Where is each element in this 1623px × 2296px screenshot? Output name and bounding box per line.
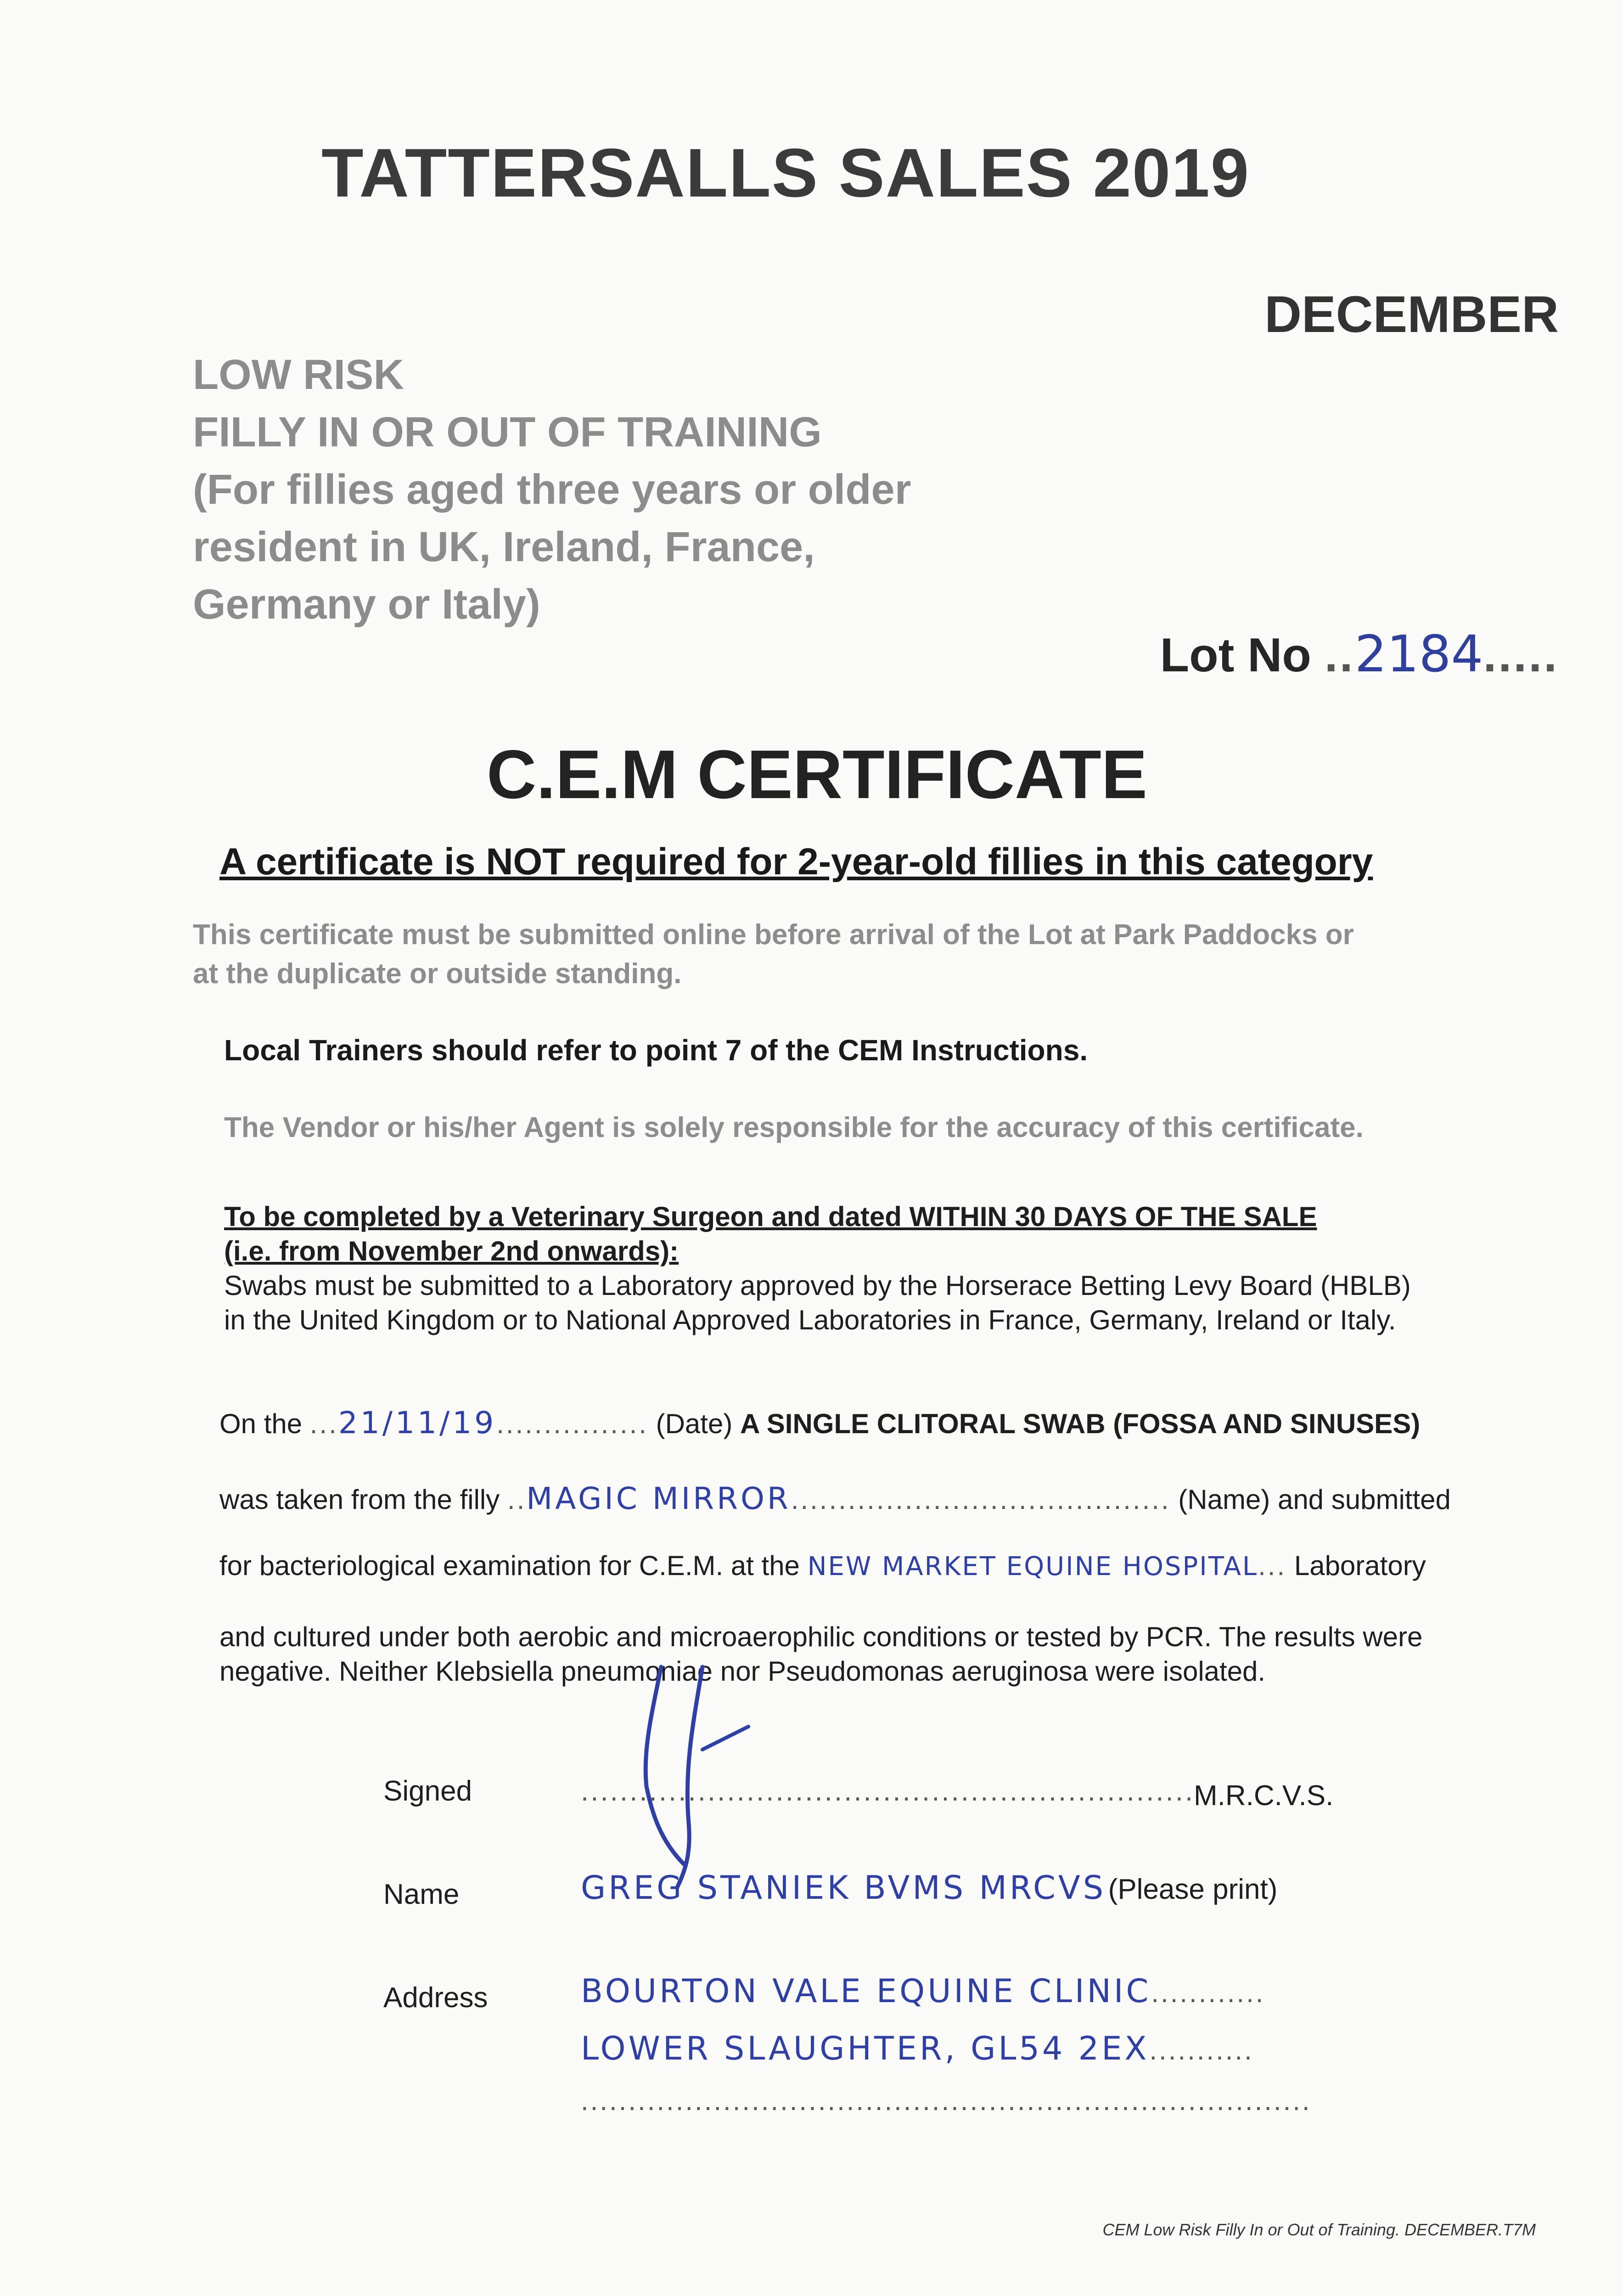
address-label: Address xyxy=(383,1982,488,2014)
date-line: On the ...21/11/19................ (Date) A SINGLE CLITORAL SWAB (FOSSA AND SINUSES) xyxy=(219,1405,1421,1441)
vet-heading-line-1: To be completed by a Veterinary Surgeon and dated WITHIN 30 DAYS OF THE SALE xyxy=(224,1201,1317,1232)
swabs-line-1: Swabs must be submitted to a Laboratory approved by the Horserace Betting Levy Board (HBLB) xyxy=(224,1270,1411,1301)
category-line-1: LOW RISK xyxy=(193,351,404,398)
sale-title: TATTERSALLS SALES 2019 xyxy=(321,134,1250,211)
name-line xyxy=(581,1869,1277,1907)
address-line-1: BOURTON VALE EQUINE CLINIC............ xyxy=(581,1972,1265,2010)
category-line-2: FILLY IN OR OUT OF TRAINING xyxy=(193,409,822,456)
category-line-3: (For fillies aged three years or older xyxy=(193,466,911,513)
filly-line: was taken from the filly ..MAGIC MIRROR........................................ (Name) and submitted xyxy=(219,1481,1451,1516)
lab-line: for bacteriological examination for C.E.M. at the NEW MARKET EQUINE HOSPITAL... Laboratory xyxy=(219,1550,1426,1581)
swabs-line-2: in the United Kingdom or to National Approved Laboratories in France, Germany, Ireland or Italy. xyxy=(224,1305,1396,1335)
submit-note-line-2: at the duplicate or outside standing. xyxy=(193,958,682,990)
lot-label: Lot No xyxy=(1160,629,1311,682)
vendor-note: The Vendor or his/her Agent is solely responsible for the accuracy of this certificate. xyxy=(224,1112,1364,1143)
cultured-line-2: negative. Neither Klebsiella pneumoniae nor Pseudomonas aeruginosa were isolated. xyxy=(219,1656,1266,1687)
signature-dots: ............................................................... xyxy=(581,1775,1195,1807)
address-line-3: ............................................................................. xyxy=(581,2085,1312,2116)
category-line-5: Germany or Italy) xyxy=(193,581,540,628)
mrcvs-label: M.R.C.V.S. xyxy=(1194,1780,1334,1812)
footer-reference: CEM Low Risk Filly In or Out of Training. DECEMBER.T7M xyxy=(1102,2220,1536,2239)
swab-type: A SINGLE CLITORAL SWAB (FOSSA AND SINUSES) xyxy=(740,1408,1421,1439)
certificate-title: C.E.M CERTIFICATE xyxy=(487,736,1147,813)
lot-number: Lot No ..2184..... xyxy=(1160,625,1559,683)
sale-month: DECEMBER xyxy=(1264,286,1559,343)
vet-heading-line-2: (i.e. from November 2nd onwards): xyxy=(224,1236,679,1266)
name-label: Name xyxy=(383,1879,460,1910)
local-trainers-note: Local Trainers should refer to point 7 of the CEM Instructions. xyxy=(224,1034,1088,1067)
category-line-4: resident in UK, Ireland, France, xyxy=(193,523,815,570)
lab-name: NEW MARKET EQUINE HOSPITAL xyxy=(807,1552,1258,1581)
submit-note-line-1: This certificate must be submitted online before arrival of the Lot at Park Paddocks or xyxy=(193,919,1354,951)
cultured-line-1: and cultured under both aerobic and microaerophilic conditions or tested by PCR. The results were xyxy=(219,1621,1423,1652)
vet-name: GREG STANIEK BVMS MRCVS xyxy=(581,1869,1106,1907)
filly-name: MAGIC MIRROR xyxy=(526,1481,791,1516)
date-value: 21/11/19 xyxy=(338,1405,497,1441)
address-line-2: LOWER SLAUGHTER, GL54 2EX........... xyxy=(581,2030,1254,2067)
lot-value: 2184 xyxy=(1354,625,1483,683)
not-required-notice: A certificate is NOT required for 2-year-old fillies in this category xyxy=(219,841,1373,883)
please-print: (Please print) xyxy=(1108,1874,1278,1905)
signature-scribble xyxy=(634,1649,781,1896)
signed-label: Signed xyxy=(383,1775,472,1807)
